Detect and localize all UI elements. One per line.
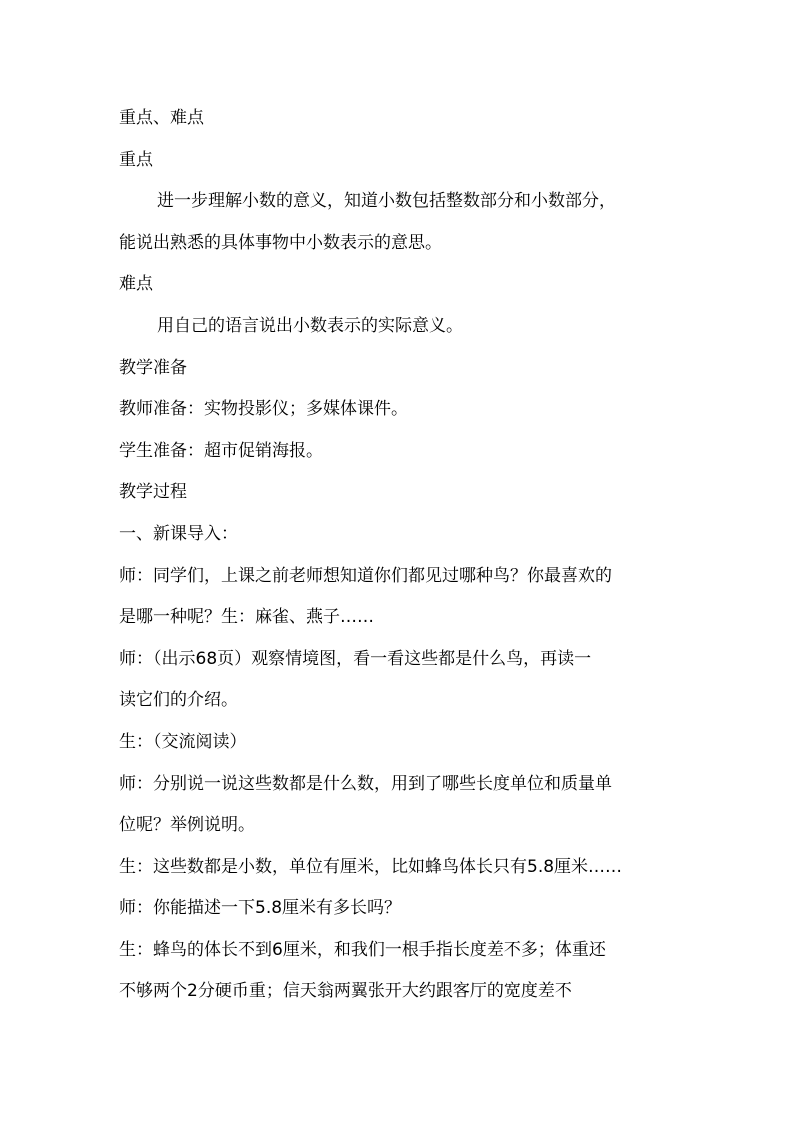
document-body — [119, 98, 675, 1013]
paragraph-line: 师：同学们，上课之前老师想知道你们都见过哪种鸟？你最喜欢的 — [119, 565, 612, 586]
subheading-difficult-points: 难点 — [119, 274, 153, 295]
section-heading-preparation: 教学准备 — [119, 357, 187, 378]
paragraph-line: 师：分别说一说这些数都是什么数，用到了哪些长度单位和质量单 — [119, 773, 612, 794]
paragraph-line: 能说出熟悉的具体事物中小数表示的意思。 — [119, 232, 442, 253]
paragraph-line: 是哪一种呢？生：麻雀、燕子…… — [119, 607, 374, 628]
section-heading-key-difficult: 重点、难点 — [119, 108, 204, 128]
paragraph-line: 进一步理解小数的意义，知道小数包括整数部分和小数部分， — [157, 191, 616, 212]
paragraph-line: 读它们的介绍。 — [119, 690, 238, 711]
paragraph-line: 师：你能描述一下5.8厘米有多长吗？ — [119, 898, 402, 919]
paragraph-line: 生：（交流阅读） — [119, 731, 247, 752]
paragraph-line: 生：蜂鸟的体长不到6厘米，和我们一根手指长度差不多；体重还 — [119, 939, 606, 960]
paragraph-line: 不够两个2分硬币重；信天翁两翼张开大约跟客厅的宽度差不 — [119, 981, 572, 1002]
subheading-new-lesson: 一、新课导入： — [119, 523, 238, 544]
paragraph-line: 学生准备：超市促销海报。 — [119, 440, 323, 461]
paragraph-line: 师：（出示68页）观察情境图，看一看这些都是什么鸟，再读一 — [119, 648, 592, 669]
paragraph-line: 教师准备：实物投影仪；多媒体课件。 — [119, 399, 408, 420]
paragraph-line: 生：这些数都是小数，单位有厘米，比如蜂鸟体长只有5.8厘米…… — [119, 856, 623, 877]
section-heading-process: 教学过程 — [119, 482, 187, 503]
paragraph-line: 位呢？举例说明。 — [119, 815, 255, 836]
paragraph-line: 用自己的语言说出小数表示的实际意义。 — [157, 315, 463, 336]
subheading-key-points: 重点 — [119, 149, 153, 170]
